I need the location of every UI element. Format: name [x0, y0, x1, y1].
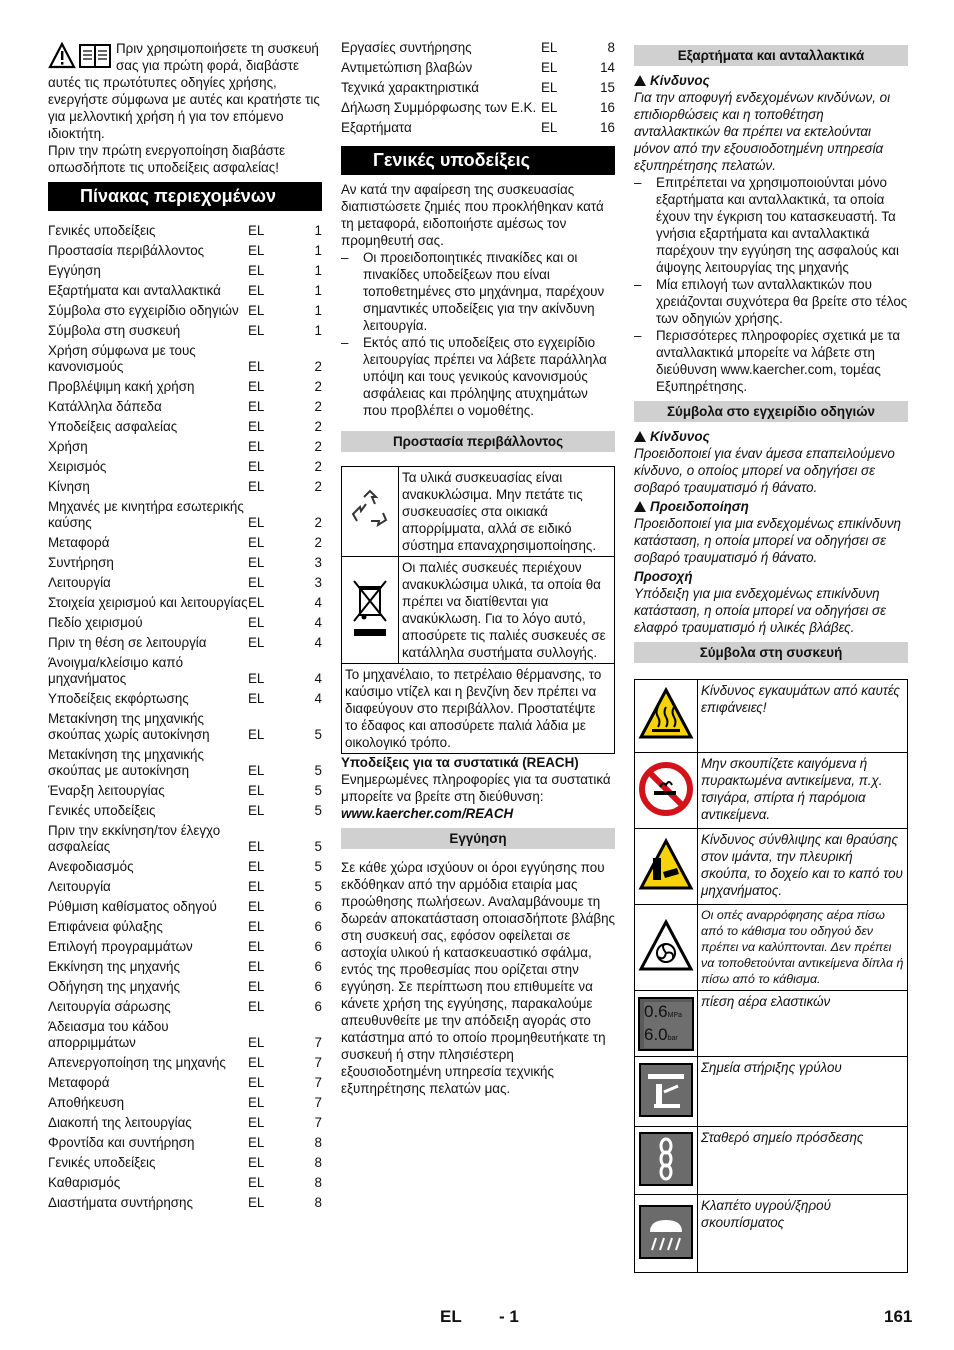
pressure-bar-unit: bar — [667, 1034, 678, 1042]
toc-entry-lang: EL — [248, 727, 265, 742]
toc-entry-lang: EL — [248, 763, 265, 778]
toc-entry-page: 4 — [314, 691, 322, 706]
toc-table-continued — [341, 40, 615, 140]
warranty-text: Σε κάθε χώρα ισχύουν οι όροι εγγύησης που εκδόθηκαν από την αρμόδια εταιρία μας προώθησης πωλήσεων. Αναλαμβάνουμε τη δωρεάν αποκατάσταση οποιασδήποτε βλάβης στη συσκευή σας, εφόσον οφείλεται σε αστοχία υλικού ή κατασκευαστικό σφάλμα, εντός της προθεσμίας που ορίζεται στην εγγύηση. Σε περίπτωση που επιθυμείτε να κάνετε χρήση της εγγύησης, παρακαλούμε απευθυνθείτε με την απόδειξη αγοράς στο κατάστημα από το οποίο προμηθευτήκατε τη συσκευή ή στην πλησιέστερη εξουσιοδοτημένη υπηρεσία τεχνικής εξυπηρέτησης πελατών μας. — [341, 860, 616, 1096]
toc-entry[interactable] — [48, 243, 322, 263]
toc-entry-page: 7 — [314, 1115, 322, 1130]
toc-entry-lang: EL — [248, 615, 265, 630]
toc-entry[interactable] — [341, 40, 615, 60]
toc-entry-lang: EL — [248, 359, 265, 374]
toc-entry-lang: EL — [248, 803, 265, 818]
env-title: Προστασία περιβάλλοντος — [341, 431, 615, 452]
toc-entry-title: Εξαρτήματα και ανταλλακτικά — [48, 283, 221, 298]
toc-entry-title: Προστασία περιβάλλοντος — [48, 243, 205, 258]
device-symbol-text: Σταθερό σημείο πρόσδεσης — [698, 1127, 908, 1195]
toc-entry-page: 6 — [314, 919, 322, 934]
toc-entry-lang: EL — [541, 80, 558, 95]
hot-surface-icon — [635, 680, 698, 753]
toc-entry[interactable] — [48, 1055, 322, 1075]
toc-entry[interactable] — [48, 555, 322, 575]
caution-text: Υπόδειξη για μια ενδεχομένως επικίνδυνη κατάσταση, η οποία μπορεί να οδηγήσει σε ελαφρό τραυματισμό ή υλικές βλάβες. — [634, 586, 887, 635]
toc-entry-lang: EL — [248, 1075, 265, 1090]
toc-entry-title: Γενικές υποδείξεις — [48, 803, 156, 818]
toc-entry[interactable] — [48, 823, 322, 859]
toc-entry[interactable] — [48, 283, 322, 303]
toc-entry-lang: EL — [248, 515, 265, 530]
warning-triangle-icon — [634, 501, 646, 512]
toc-entry[interactable] — [48, 1135, 322, 1155]
danger-label: Κίνδυνος — [650, 73, 710, 88]
toc-entry-title: Λειτουργία σάρωσης — [48, 999, 171, 1014]
toc-entry-lang: EL — [248, 1035, 265, 1050]
toc-entry-title: Διακοπή της λειτουργίας — [48, 1115, 192, 1130]
toc-entry-title: Χρήση σύμφωνα με τους κανονισμούς — [48, 343, 196, 374]
toc-entry-title: Λειτουργία — [48, 575, 111, 590]
caution-label: Προσοχή — [634, 569, 693, 584]
toc-entry-title: Πεδίο χειρισμού — [48, 615, 143, 630]
intro-text: Πριν χρησιμοποιήσετε τη συσκευή σας για πρώτη φορά, διαβάστε αυτές τις πρωτότυπες οδηγίες χρήσης, ενεργήστε σύμφωνα με αυτές και κρατήστε τις για μελλοντική χρήση ή για τον επόμενο ιδιοκτήτη. — [48, 41, 320, 141]
device-symbol-text: Οι οπές αναρρόφησης αέρα πίσω από το κάθισμα του οδηγού δεν πρέπει να καλύπτονται. Δεν πρέπει να τοποθετούνται αντικείμενα δίπλα ή πίσω από το κάθισμα. — [698, 905, 908, 991]
toc-entry-page: 4 — [314, 635, 322, 650]
toc-entry-lang: EL — [248, 783, 265, 798]
toc-entry-page: 7 — [314, 1095, 322, 1110]
toc-entry-title: Τεχνικά χαρακτηριστικά — [341, 80, 479, 95]
toc-entry-title: Επιφάνεια φύλαξης — [48, 919, 163, 934]
toc-entry-title: Μετακίνηση της μηχανικής σκούπας χωρίς αυτοκίνηση — [48, 711, 210, 742]
toc-entry[interactable] — [48, 595, 322, 615]
toc-entry[interactable] — [48, 1019, 322, 1055]
toc-entry-title: Στοιχεία χειρισμού και λειτουργίας — [48, 595, 248, 610]
toc-entry[interactable] — [48, 419, 322, 439]
toc-entry[interactable] — [48, 711, 322, 747]
env-oil-text: Το μηχανέλαιο, το πετρέλαιο θέρμανσης, το καύσιμο ντίζελ και η βενζίνη δεν πρέπει να διαφεύγουν στο περιβάλλον. Προστατέψτε το έδαφος και αποσύρετε παλιά λάδια με οικολογικό τρόπο. — [342, 664, 615, 754]
toc-entry-page: 8 — [314, 1175, 322, 1190]
toc-entry-title: Καθαρισμός — [48, 1175, 121, 1190]
toc-entry[interactable] — [341, 120, 615, 140]
toc-entry-page: 16 — [600, 120, 615, 135]
toc-entry-page: 2 — [314, 379, 322, 394]
toc-entry-lang: EL — [248, 399, 265, 414]
toc-entry-lang: EL — [248, 899, 265, 914]
footer-page-number: 161 — [884, 1307, 913, 1326]
toc-entry-page: 5 — [314, 803, 322, 818]
toc-entry-lang: EL — [248, 859, 265, 874]
toc-entry-page: 4 — [314, 595, 322, 610]
toc-entry[interactable] — [48, 959, 322, 979]
toc-entry-page: 5 — [314, 879, 322, 894]
toc-entry-page: 2 — [314, 419, 322, 434]
toc-entry-lang: EL — [248, 555, 265, 570]
toc-entry-title: Αποθήκευση — [48, 1095, 125, 1110]
toc-entry[interactable] — [48, 783, 322, 803]
list-item: – Εκτός από τις υποδείξεις στο εγχειρίδιο λειτουργίας πρέπει να λάβετε παράλληλα υπόψη και τους γενικούς κανονισμούς ασφάλειας και πρόληψης ατυχημάτων που προβλέπει ο νομοθέτης. — [341, 334, 615, 419]
toc-entry[interactable] — [48, 479, 322, 499]
toc-entry-title: Εξαρτήματα — [341, 120, 412, 135]
general-list — [341, 249, 615, 419]
toc-entry-lang: EL — [248, 1135, 265, 1150]
toc-entry-lang: EL — [248, 879, 265, 894]
toc-entry-lang: EL — [248, 979, 265, 994]
toc-entry[interactable] — [48, 803, 322, 823]
toc-entry[interactable] — [48, 1115, 322, 1135]
toc-entry-title: Χειρισμός — [48, 459, 107, 474]
toc-entry-title: Ανεφοδιασμός — [48, 859, 134, 874]
general-text: Αν κατά την αφαίρεση της συσκευασίας διαπιστώσετε ζημιές που προκλήθηκαν κατά τη μεταφορά, ειδοποιήστε αμέσως τον προμηθευτή σας. — [341, 182, 604, 248]
device-symbol-text: Κλαπέτο υγρού/ξηρού σκουπίσματος — [698, 1195, 908, 1273]
toc-entry[interactable] — [48, 979, 322, 999]
toc-entry-lang: EL — [248, 459, 265, 474]
intro-text-2: Πριν την πρώτη ενεργοποίηση διαβάστε οπωσδήποτε τις υποδείξεις ασφαλείας! — [48, 143, 286, 175]
toc-entry-page: 6 — [314, 899, 322, 914]
toc-entry-lang: EL — [248, 595, 265, 610]
footer-language: EL — [440, 1307, 462, 1326]
toc-entry-lang: EL — [248, 535, 265, 550]
column-1 — [48, 40, 322, 1215]
toc-entry-title: Άδειασμα του κάδου απορριμμάτων — [48, 1019, 169, 1050]
toc-entry[interactable] — [48, 1095, 322, 1115]
toc-entry-lang: EL — [248, 479, 265, 494]
toc-entry-title: Κίνηση — [48, 479, 90, 494]
toc-entry-lang: EL — [248, 379, 265, 394]
toc-entry-lang: EL — [248, 439, 265, 454]
toc-entry-page: 1 — [314, 243, 322, 258]
reach-link[interactable]: www.kaercher.com/REACH — [341, 806, 514, 821]
toc-entry[interactable] — [341, 80, 615, 100]
danger-text: Προειδοποιεί για έναν άμεσα επαπειλούμενο κίνδυνο, ο οποίος μπορεί να οδηγήσει σε σοβαρό τραυματισμό ή θάνατο. — [634, 446, 895, 495]
toc-entry-title: Συντήρηση — [48, 555, 114, 570]
toc-entry[interactable] — [341, 60, 615, 80]
toc-entry-lang: EL — [248, 1115, 265, 1130]
toc-entry-page: 2 — [314, 535, 322, 550]
recycle-icon — [342, 467, 399, 557]
toc-entry-title: Ρύθμιση καθίσματος οδηγού — [48, 899, 217, 914]
pressure-mpa-unit: MPa — [667, 1011, 683, 1019]
warranty-title: Εγγύηση — [341, 828, 615, 849]
column-3 — [634, 40, 908, 1273]
warning-text: Προειδοποιεί για μια ενδεχομένως επικίνδυνη κατάσταση, η οποία μπορεί να οδηγήσει σε σοβαρό τραυματισμό ή θάνατο. — [634, 516, 901, 565]
toc-entry[interactable] — [48, 1175, 322, 1195]
toc-entry-title: Υποδείξεις ασφαλείας — [48, 419, 178, 434]
toc-entry-title: Έναρξη λειτουργίας — [48, 783, 165, 798]
toc-entry-title: Πριν την εκκίνηση/τον έλεγχο ασφαλείας — [48, 823, 221, 854]
toc-entry-lang: EL — [248, 1195, 265, 1210]
warning-triangle-icon — [634, 431, 646, 442]
toc-entry-lang: EL — [541, 120, 558, 135]
toc-entry-page: 7 — [314, 1075, 322, 1090]
toc-entry-page: 2 — [314, 515, 322, 530]
general-title: Γενικές υποδείξεις — [341, 146, 615, 175]
reach-title: Υποδείξεις για τα συστατικά (REACH) — [341, 755, 579, 770]
toc-entry-title: Αντιμετώπιση βλαβών — [341, 60, 473, 75]
no-burning-objects-icon — [635, 753, 698, 829]
warning-triangle-icon — [634, 75, 646, 86]
toc-entry-lang: EL — [541, 60, 558, 75]
toc-entry[interactable] — [48, 691, 322, 711]
tie-down-point-icon — [635, 1127, 698, 1195]
toc-entry-page: 8 — [314, 1135, 322, 1150]
env-weee-text: Οι παλιές συσκευές περιέχουν ανακυκλώσιμα υλικά, τα οποία θα πρέπει να διατίθενται για ανακύκλωση. Για το λόγο αυτό, αποσύρετε τις παλιές συσκευές σε κατάλληλα συστήματα συλλογής. — [399, 557, 615, 664]
toc-entry[interactable] — [48, 343, 322, 379]
toc-entry-page: 15 — [600, 80, 615, 95]
toc-entry-lang: EL — [248, 575, 265, 590]
toc-entry[interactable] — [48, 439, 322, 459]
toc-entry[interactable] — [48, 379, 322, 399]
toc-entry-page: 6 — [314, 939, 322, 954]
toc-entry-page: 1 — [314, 263, 322, 278]
danger-label: Κίνδυνος — [650, 429, 710, 444]
toc-entry-lang: EL — [248, 223, 265, 238]
toc-entry[interactable] — [48, 615, 322, 635]
list-item: – Μία επιλογή των ανταλλακτικών που χρειάζονται συχνότερα θα βρείτε στο τέλος των οδηγιών χρήσης. — [634, 276, 908, 327]
env-recycle-text: Τα υλικά συσκευασίας είναι ανακυκλώσιμα. Μην πετάτε τις συσκευασίες στα οικιακά απορρίμματα, αλλά σε ειδικό σύστημα επαναχρησιμοποίησης. — [399, 467, 615, 557]
toc-entry[interactable] — [48, 323, 322, 343]
toc-entry-title: Απενεργοποίηση της μηχανής — [48, 1055, 226, 1070]
toc-entry-lang: EL — [248, 323, 265, 338]
toc-entry-title: Οδήγηση της μηχανής — [48, 979, 180, 994]
footer-section-number: - 1 — [499, 1307, 519, 1326]
toc-entry-title: Μηχανές με κινητήρα εσωτερικής καύσης — [48, 499, 244, 530]
toc-entry-lang: EL — [248, 1095, 265, 1110]
toc-entry[interactable] — [48, 859, 322, 879]
toc-entry-page: 2 — [314, 479, 322, 494]
toc-entry-page: 1 — [314, 323, 322, 338]
toc-entry[interactable] — [48, 1195, 322, 1215]
toc-entry-title: Λειτουργία — [48, 879, 111, 894]
toc-entry-page: 5 — [314, 727, 322, 742]
toc-entry[interactable] — [48, 1075, 322, 1095]
toc-entry-lang: EL — [248, 303, 265, 318]
toc-entry-title: Υποδείξεις εκφόρτωσης — [48, 691, 189, 706]
toc-entry[interactable] — [48, 635, 322, 655]
tire-pressure-icon — [635, 991, 698, 1057]
toc-table — [48, 223, 322, 1215]
device-symbol-text: Σημεία στήριξης γρύλου — [698, 1057, 908, 1127]
device-symbol-text: Κίνδυνος σύνθλιψης και θραύσης στον ιμάντα, την πλευρική σκούπα, το δοχείο και το καπό του μηχανήματος. — [698, 829, 908, 905]
toc-title: Πίνακας περιεχομένων — [48, 182, 322, 211]
toc-entry-title: Πριν τη θέση σε λειτουργία — [48, 635, 207, 650]
toc-entry[interactable] — [48, 399, 322, 419]
list-item: – Περισσότερες πληροφορίες σχετικά με τα ανταλλακτικά μπορείτε να λάβετε στη διεύθυνση www.kaercher.com, τομέας Εξυπηρέτησης. — [634, 327, 908, 395]
toc-entry-page: 3 — [314, 555, 322, 570]
toc-entry-lang: EL — [248, 635, 265, 650]
toc-entry-lang: EL — [248, 1055, 265, 1070]
toc-entry-title: Φροντίδα και συντήρηση — [48, 1135, 195, 1150]
accessories-title: Εξαρτήματα και ανταλλακτικά — [634, 45, 908, 66]
toc-entry[interactable] — [48, 747, 322, 783]
toc-entry-lang: EL — [248, 959, 265, 974]
device-symbols-table — [634, 679, 908, 1273]
manual-symbols-title: Σύμβολα στο εγχειρίδιο οδηγιών — [634, 401, 908, 422]
reach-text: Ενημερωμένες πληροφορίες για τα συστατικά μπορείτε να βρείτε στη διεύθυνση: — [341, 772, 611, 804]
toc-entry-title: Εργασίες συντήρησης — [341, 40, 472, 55]
toc-entry-lang: EL — [541, 40, 558, 55]
toc-entry-page: 8 — [314, 1195, 322, 1210]
device-symbols-title: Σύμβολα στη συσκευή — [634, 642, 908, 663]
toc-entry[interactable] — [341, 100, 615, 120]
device-symbol-text: Μην σκουπίζετε καιγόμενα ή πυρακτωμένα αντικείμενα, π.χ. τσιγάρα, σπίρτα ή παρόμοια αντικείμενα. — [698, 753, 908, 829]
toc-entry-page: 3 — [314, 575, 322, 590]
pressure-bar: 6.0 — [644, 1024, 668, 1044]
toc-entry[interactable] — [48, 499, 322, 535]
toc-entry-title: Άνοιγμα/κλείσιμο καπό μηχανήματος — [48, 655, 184, 686]
toc-entry-page: 7 — [314, 1035, 322, 1050]
toc-entry-lang: EL — [248, 999, 265, 1014]
toc-entry-lang: EL — [248, 419, 265, 434]
toc-entry-page: 4 — [314, 671, 322, 686]
accessories-text: Για την αποφυγή ενδεχομένων κινδύνων, οι επιδιορθώσεις και η τοποθέτηση ανταλλακτικών θα πρέπει να εκτελούνται μόνον από την εξουσιοδοτημένη υπηρεσία εξυπηρέτησης πελατών. — [634, 90, 891, 173]
toc-entry-title: Εγγύηση — [48, 263, 101, 278]
fan-warning-icon — [635, 905, 698, 991]
toc-entry[interactable] — [48, 655, 322, 691]
toc-entry-title: Μεταφορά — [48, 1075, 110, 1090]
list-item: – Επιτρέπεται να χρησιμοποιούνται μόνο εξαρτήματα και ανταλλακτικά, τα οποία έχουν την έγκριση του κατασκευαστή. Τα γνήσια εξαρτήματα και ανταλλακτικά παρέχουν την εγγύηση της ασφαλούς και άψογης λειτουργίας της μηχανής — [634, 174, 908, 276]
toc-entry-lang: EL — [248, 671, 265, 686]
toc-entry[interactable] — [48, 1155, 322, 1175]
toc-entry-title: Χρήση — [48, 439, 88, 454]
toc-entry-page: 5 — [314, 859, 322, 874]
toc-entry-title: Σύμβολα στη συσκευή — [48, 323, 181, 338]
toc-entry[interactable] — [48, 919, 322, 939]
toc-entry-page: 6 — [314, 999, 322, 1014]
toc-entry[interactable] — [48, 263, 322, 283]
toc-entry-lang: EL — [248, 1175, 265, 1190]
toc-entry-page: 6 — [314, 979, 322, 994]
toc-entry[interactable] — [48, 223, 322, 243]
device-symbol-text: Κίνδυνος εγκαυμάτων από καυτές επιφάνειες! — [698, 680, 908, 753]
toc-entry-page: 1 — [314, 283, 322, 298]
toc-entry-page: 5 — [314, 783, 322, 798]
device-symbol-text: πίεση αέρα ελαστικών — [698, 991, 908, 1057]
toc-entry-page: 4 — [314, 615, 322, 630]
toc-entry-lang: EL — [248, 839, 265, 854]
toc-entry-title: Μετακίνηση της μηχανικής σκούπας με αυτοκίνηση — [48, 747, 204, 778]
toc-entry[interactable] — [48, 303, 322, 323]
toc-entry-page: 1 — [314, 223, 322, 238]
toc-entry-title: Γενικές υποδείξεις — [48, 1155, 156, 1170]
toc-entry-lang: EL — [248, 919, 265, 934]
crossed-bin-icon — [342, 557, 399, 664]
column-2 — [341, 40, 615, 1097]
toc-entry-lang: EL — [248, 263, 265, 278]
toc-entry-page: 8 — [607, 40, 615, 55]
toc-entry[interactable] — [48, 535, 322, 555]
toc-entry-title: Μεταφορά — [48, 535, 110, 550]
toc-entry-lang: EL — [248, 1155, 265, 1170]
toc-entry-page: 2 — [314, 359, 322, 374]
intro — [48, 40, 322, 176]
toc-entry-page: 2 — [314, 459, 322, 474]
toc-entry-lang: EL — [248, 939, 265, 954]
jack-point-icon — [635, 1057, 698, 1127]
toc-entry-page: 16 — [600, 100, 615, 115]
toc-entry-title: Επιλογή προγραμμάτων — [48, 939, 193, 954]
toc-entry-lang: EL — [248, 691, 265, 706]
wet-dry-flap-icon — [635, 1195, 698, 1273]
toc-entry-lang: EL — [541, 100, 558, 115]
toc-entry-page: 6 — [314, 959, 322, 974]
toc-entry-title: Σύμβολα στο εγχειρίδιο οδηγιών — [48, 303, 239, 318]
toc-entry-title: Δήλωση Συμμόρφωσης των Ε.Κ. — [341, 100, 537, 115]
toc-entry[interactable] — [48, 899, 322, 919]
toc-entry-lang: EL — [248, 283, 265, 298]
warning-label: Προειδοποίηση — [650, 499, 749, 514]
toc-entry-page: 2 — [314, 439, 322, 454]
pressure-mpa: 0.6 — [644, 1001, 668, 1021]
toc-entry-page: 14 — [600, 60, 615, 75]
list-item: – Οι προειδοποιητικές πινακίδες και οι πινακίδες υποδείξεων που είναι τοποθετημένες στο μηχάνημα, παρέχουν σημαντικές υποδείξεις για την ακίνδυνη λειτουργία. — [341, 249, 615, 334]
toc-entry-page: 2 — [314, 399, 322, 414]
toc-entry-page: 7 — [314, 1055, 322, 1070]
toc-entry-page: 1 — [314, 303, 322, 318]
toc-entry[interactable] — [48, 879, 322, 899]
toc-entry[interactable] — [48, 459, 322, 479]
toc-entry-title: Εκκίνηση της μηχανής — [48, 959, 180, 974]
toc-entry-page: 5 — [314, 839, 322, 854]
toc-entry-title: Προβλέψιμη κακή χρήση — [48, 379, 195, 394]
toc-entry-page: 5 — [314, 763, 322, 778]
toc-entry-page: 8 — [314, 1155, 322, 1170]
toc-entry-lang: EL — [248, 243, 265, 258]
toc-entry-title: Διαστήματα συντήρησης — [48, 1195, 193, 1210]
toc-entry[interactable] — [48, 939, 322, 959]
crush-hazard-icon — [635, 829, 698, 905]
toc-entry[interactable] — [48, 999, 322, 1019]
toc-entry[interactable] — [48, 575, 322, 595]
toc-entry-title: Γενικές υποδείξεις — [48, 223, 156, 238]
accessories-list — [634, 174, 908, 395]
read-manual-icon — [48, 42, 116, 70]
toc-entry-title: Κατάλληλα δάπεδα — [48, 399, 162, 414]
env-table — [341, 466, 615, 754]
